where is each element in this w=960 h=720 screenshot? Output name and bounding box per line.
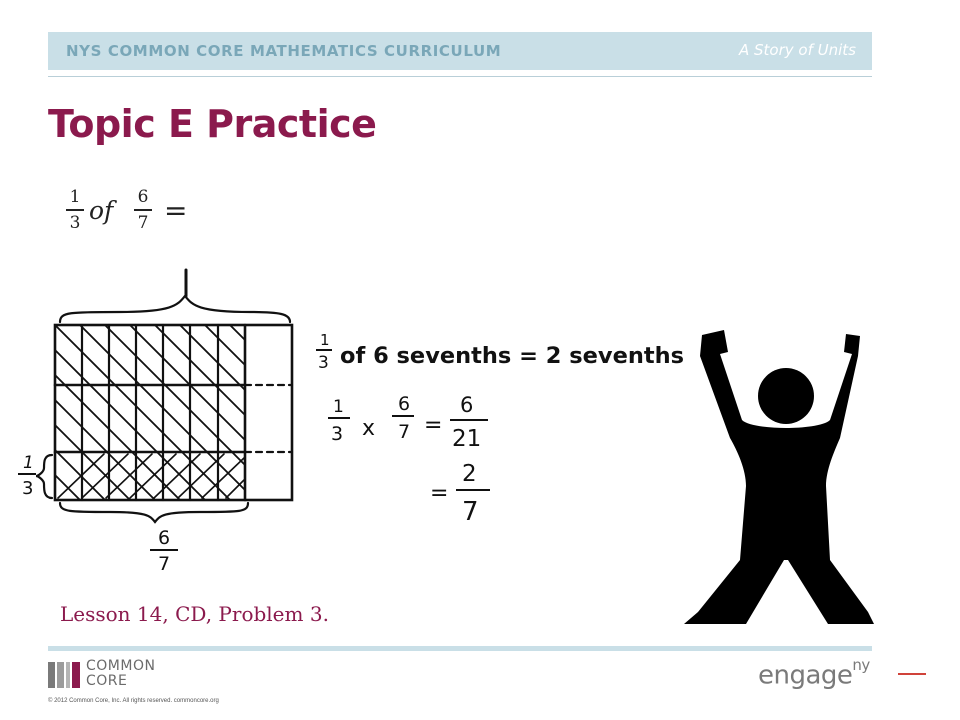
logo-line-1: COMMON xyxy=(86,658,156,674)
top-brace xyxy=(60,296,290,322)
fraction-six-sevenths xyxy=(132,186,154,234)
header-divider xyxy=(48,76,872,77)
work-numerator: 1 xyxy=(333,397,344,417)
times-sign: x xyxy=(362,416,376,441)
cheering-figure-icon xyxy=(684,330,874,624)
left-brace xyxy=(36,455,52,498)
equals-sign: = xyxy=(424,413,443,438)
copyright-notice: © 2012 Common Core, Inc. All rights reserved. commoncore.org xyxy=(48,698,219,704)
left-label xyxy=(18,453,36,499)
series-title: A Story of Units xyxy=(739,41,856,59)
page-title: Topic E Practice xyxy=(48,102,377,146)
work-line-2 xyxy=(328,393,488,452)
work-sentence: of 6 sevenths = 2 sevenths xyxy=(340,344,684,369)
work-numerator: 6 xyxy=(398,393,411,415)
fraction-numerator: 6 xyxy=(137,187,149,207)
label-numerator: 1 xyxy=(23,453,34,473)
label-denominator: 3 xyxy=(22,478,34,499)
equals-sign: = xyxy=(430,481,449,506)
work-line-1 xyxy=(316,331,684,373)
bottom-brace xyxy=(60,503,248,522)
fraction-denominator: 3 xyxy=(69,212,81,233)
fraction-one-third xyxy=(64,186,86,234)
whole-rectangle xyxy=(55,325,292,500)
fraction-bar xyxy=(134,209,152,211)
area-model xyxy=(0,270,435,530)
equals-sign: = xyxy=(164,194,188,227)
bottom-label xyxy=(150,527,178,575)
footer-divider xyxy=(48,646,872,651)
brand-name: engage xyxy=(758,660,853,691)
common-core-wordmark xyxy=(86,659,155,689)
label-denominator: 7 xyxy=(158,553,171,575)
work-denominator: 21 xyxy=(452,426,482,452)
fraction-bar xyxy=(66,209,84,211)
logo-line-2: CORE xyxy=(86,673,128,689)
accent-dash xyxy=(898,673,926,675)
work-numerator: 6 xyxy=(460,393,474,417)
of-word: of xyxy=(89,196,114,225)
fraction-denominator: 7 xyxy=(137,212,149,233)
work-denominator: 3 xyxy=(331,423,344,445)
work-line-3 xyxy=(430,461,490,527)
fraction-numerator: 1 xyxy=(69,187,81,207)
label-numerator: 6 xyxy=(158,527,171,549)
header-bar xyxy=(48,32,872,70)
engageny-logo xyxy=(758,656,870,691)
work-numerator: 2 xyxy=(462,461,477,487)
work-denominator: 7 xyxy=(462,497,479,527)
brand-superscript: ny xyxy=(852,656,870,674)
curriculum-title: NYS COMMON CORE MATHEMATICS CURRICULUM xyxy=(66,42,502,60)
work-denominator: 3 xyxy=(318,353,329,373)
one-third-crosshatch xyxy=(58,454,244,498)
problem-caption: Lesson 14, CD, Problem 3. xyxy=(60,602,329,626)
work-numerator: 1 xyxy=(320,331,330,349)
common-core-logo-icon xyxy=(48,660,82,688)
work-denominator: 7 xyxy=(398,421,411,443)
worked-solution-sketch xyxy=(0,255,960,625)
